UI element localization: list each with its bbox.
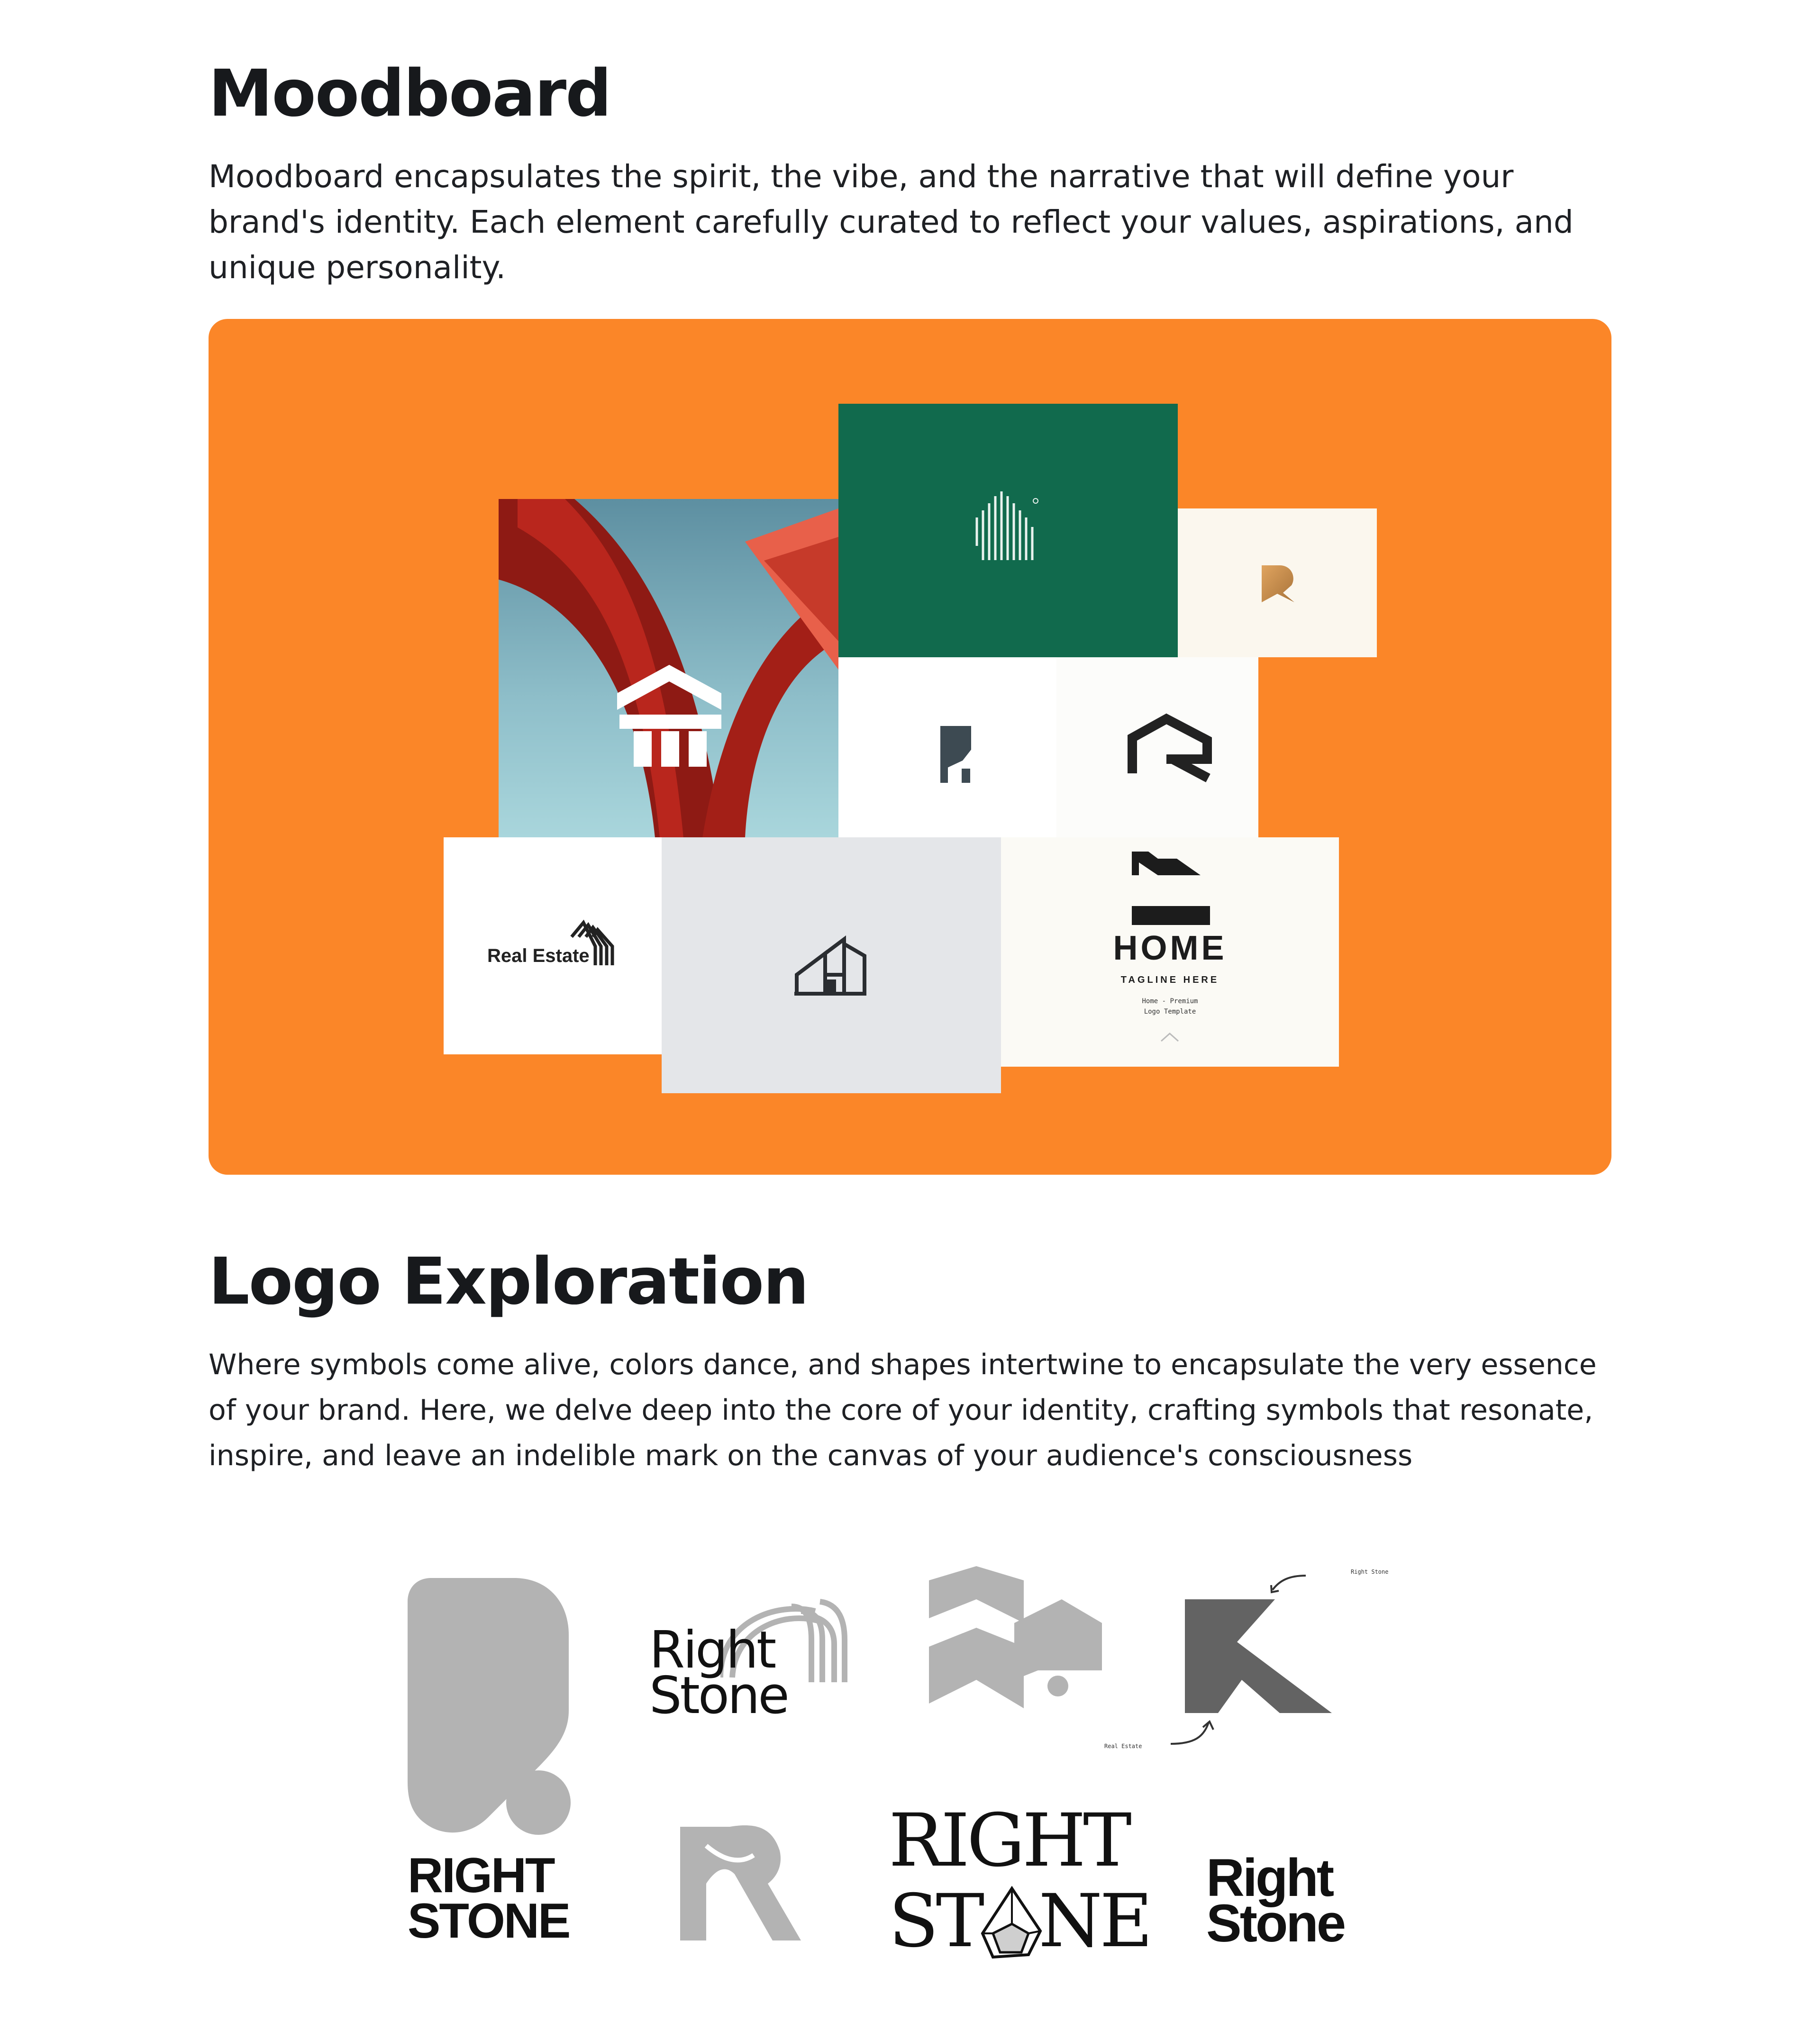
annotation-bottom: Real Estate [1104,1743,1142,1750]
k-house-logo-icon [1171,1561,1398,1760]
home-tagline: TAGLINE HERE [1120,975,1219,985]
striped-roof-icon [567,918,619,970]
tile-gold-r-logo [1178,508,1377,657]
right-stone-b-line1: RIGHT [408,1848,554,1903]
tile-green-lines-logo [838,404,1178,657]
serif-right-stone-logo [889,1798,1150,1964]
annotation-top: Right Stone [1351,1569,1389,1575]
home-sub-2: Logo Template [1144,1008,1196,1016]
right-stone-a-line1: Right [649,1621,775,1680]
real-estate-text: Real Estate [487,945,590,966]
stone-gem-icon [979,1886,1045,1959]
sculpture-image [499,499,838,838]
right-stone-a-line2: Stone [649,1666,788,1725]
right-stone-logo-b [408,1848,570,1949]
chevron-houses-icon [929,1566,1104,1727]
home-sub-1: Home - Premium [1142,997,1198,1005]
serif-line2-end: NE [1038,1879,1150,1964]
right-stone-logo-a [649,1621,788,1725]
p-drop-logo-icon [408,1578,573,1843]
tile-home-logo [1001,837,1339,1067]
right-stone-b-line2: STONE [408,1894,570,1949]
tile-dark-r-logo [838,657,1056,838]
chevron-up-icon [1160,1032,1179,1043]
logo-exploration-description: Where symbols come alive, colors dance, and shapes intertwine to encapsulate the very essence of your brand. Here, we delve deep into the core of your identity, crafting symbols that resonate, inspire, and leave an indelible mark on the canvas of your audience's consciousness [209,1348,1597,1472]
tile-building-logo [662,837,1001,1093]
gold-r-icon [1178,508,1377,657]
serif-line1: RIGHT [889,1798,1129,1883]
tile-real-estate-logo [444,837,662,1054]
home-roof-icon [1122,849,1217,930]
right-stone-logo-c [1206,1848,1345,1953]
moodboard-title: Moodboard [209,56,611,131]
house-r-icon [1056,657,1258,838]
serif-line2-start: ST [889,1879,982,1964]
right-stone-c-line1: Right [1206,1848,1333,1907]
moodboard-description: Moodboard encapsulates the spirit, the vibe, and the narrative that will define your brand's identity. Each element carefully curated to reflect your values, aspirations, and unique personality. [209,158,1574,286]
building-outline-icon [662,837,1001,1093]
dark-r-icon [838,657,1056,838]
grey-r-logo-icon [678,1817,806,1945]
vertical-lines-icon [838,404,1178,657]
home-title: HOME [1113,929,1227,967]
logo-exploration-title: Logo Exploration [209,1244,808,1319]
tile-house-r-logo [1056,657,1258,838]
right-stone-c-line2: Stone [1206,1894,1345,1953]
tile-sculpture-photo [499,499,838,838]
